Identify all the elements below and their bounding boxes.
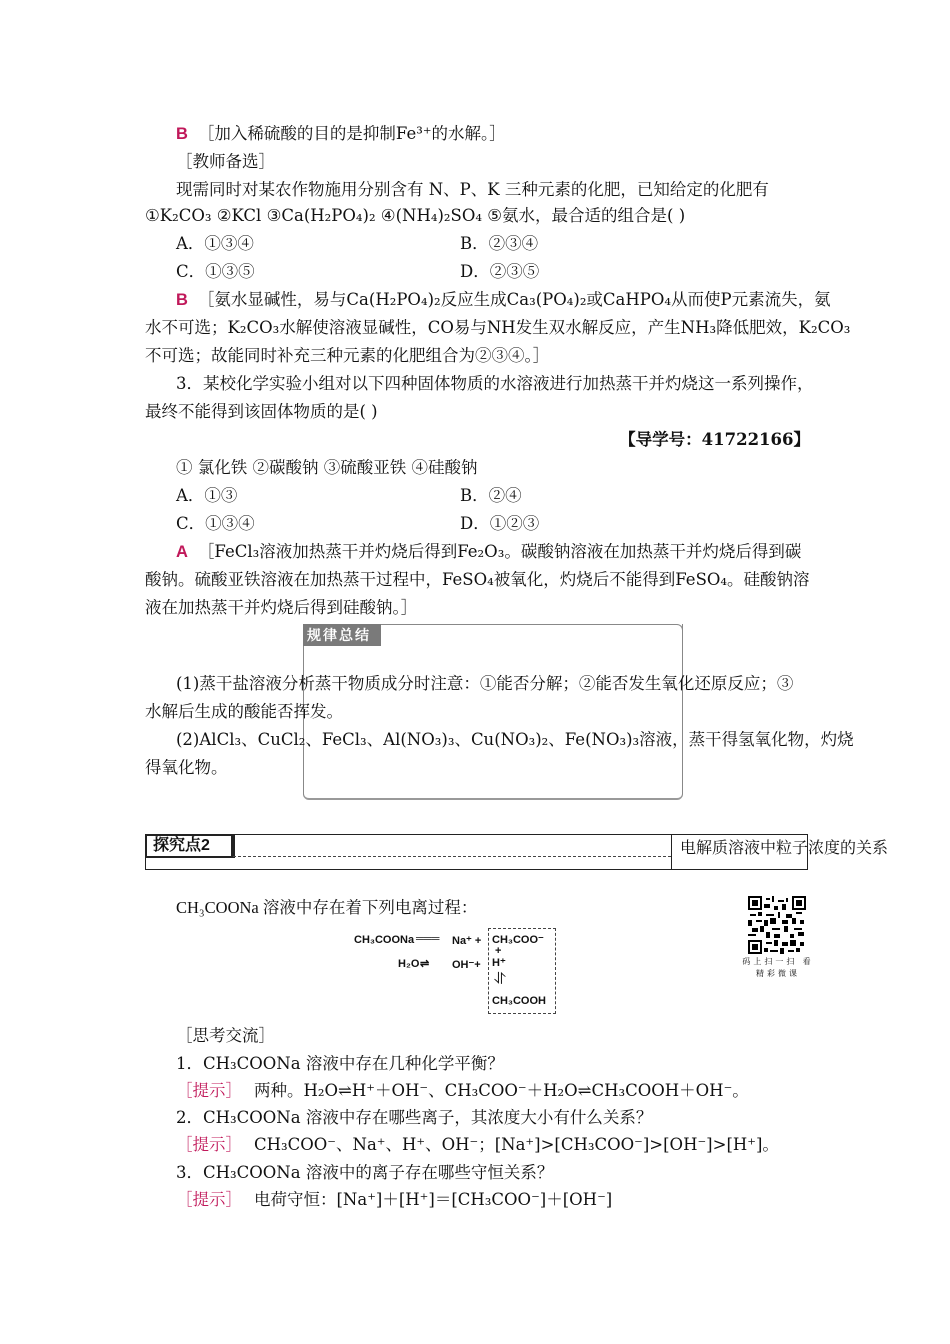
answer-line	[176, 290, 831, 310]
hint-line	[176, 1135, 810, 1155]
answer-explanation: 酸钠。硫酸亚铁溶液在加热蒸干过程中，FeSO₄被氧化，灼烧后不能得到FeSO₄。硅酸钠溶	[145, 570, 810, 589]
box-ion: H⁺	[492, 957, 506, 969]
answer-line	[176, 542, 810, 562]
option-c: C．①③④	[176, 514, 255, 533]
box-product: CH₃COOH	[492, 995, 546, 1007]
ionization-diagram	[350, 928, 560, 1014]
answer-explanation: 液在加热蒸干并灼烧后得到硅酸钠。］	[145, 598, 418, 617]
summary-text: (2)AlCl₃、CuCl₂、FeCl₃、Al(NO₃)₃、Cu(NO₃)₂、Fe(NO₃)₃溶液，蒸干得氢氧化物，灼烧	[176, 730, 854, 749]
qr-caption: 码上扫一扫 看精彩微课	[742, 957, 814, 978]
think-question: 1．CH₃COONa 溶液中存在几种化学平衡？	[176, 1054, 504, 1073]
hint-text: 两种。H₂O⇌H⁺＋OH⁻、CH₃COO⁻＋H₂O⇌CH₃COOH＋OH⁻。	[254, 1081, 749, 1100]
question-stem: ①K₂CO₃ ②KCl ③Ca(H₂PO₄)₂ ④(NH₄)₂SO₄ ⑤氨水，最合适的组合是( )	[145, 206, 686, 225]
reaction-left: CH₃COONa	[354, 934, 415, 946]
option-c: C．①③⑤	[176, 262, 255, 281]
summary-text: (1)蒸干盐溶液分析蒸干物质成分时注意：①能否分解；②能否发生氧化还原反应；③	[176, 674, 794, 693]
option-b: B．②③④	[460, 234, 539, 253]
guide-number: 【导学号：41722166】	[619, 430, 810, 449]
answer-explanation: ［加入稀硫酸的目的是抑制Fe³⁺的水解。］	[197, 124, 506, 143]
answer-letter: A	[176, 543, 188, 561]
equilibrium-arrow-icon: ═══	[416, 933, 440, 945]
answer-explanation: ［FeCl₃溶液加热蒸干并灼烧后得到Fe₂O₃。碳酸钠溶液在加热蒸干并灼烧后得到碳	[197, 542, 802, 561]
question-stem: 最终不能得到该固体物质的是( )	[145, 402, 378, 421]
option-b: B．②④	[460, 486, 522, 505]
section-title: 电解质溶液中粒子浓度的关系	[671, 834, 808, 870]
answer-explanation: 水不可选；K₂CO₃水解使溶液显碱性，CO易与NH发生双水解反应，产生NH₃降低肥效，K₂CO₃	[145, 318, 851, 337]
combination-box	[488, 928, 556, 1014]
equilibrium-arrow-icon: ⇌	[420, 958, 430, 970]
hint-text: 电荷守恒：[Na⁺]＋[H⁺]＝[CH₃COO⁻]＋[OH⁻]	[254, 1190, 613, 1209]
reaction-right: Na⁺ +	[452, 935, 482, 947]
hint-label: ［提示］	[176, 1135, 242, 1154]
box-ion: CH₃COO⁻	[492, 934, 544, 946]
answer-letter: B	[176, 125, 188, 143]
think-question: 3．CH₃COONa 溶液中的离子存在哪些守恒关系？	[176, 1163, 554, 1182]
option-d: D．①②③	[460, 514, 540, 533]
reaction-left: H₂O	[398, 958, 420, 970]
hint-label: ［提示］	[176, 1081, 242, 1100]
answer-explanation: 不可选；故能同时补充三种元素的化肥组合为②③④。］	[145, 346, 550, 365]
teacher-label: ［教师备选］	[176, 152, 275, 171]
section-header	[145, 834, 889, 870]
think-question: 2．CH₃COONa 溶液中存在哪些离子，其浓度大小有什么关系？	[176, 1108, 653, 1127]
think-label: ［思考交流］	[176, 1026, 275, 1045]
hint-label: ［提示］	[176, 1190, 242, 1209]
hint-text: CH₃COO⁻、Na⁺、H⁺、OH⁻；[Na⁺]>[CH₃COO⁻]>[OH⁻]>[H⁺]。	[254, 1135, 779, 1154]
question-items: ① 氯化铁 ②碳酸钠 ③硫酸亚铁 ④硅酸钠	[176, 458, 478, 477]
section-label: 探究点2	[145, 834, 235, 858]
option-row	[176, 262, 810, 282]
intro-text: CH₃COONa 溶液中存在着下列电离过程：	[176, 898, 478, 917]
question-stem: 现需同时对某农作物施用分别含有 N、P、K 三种元素的化肥，已知给定的化肥有	[176, 180, 769, 199]
summary-text: 得氧化物。	[145, 758, 228, 777]
option-row	[176, 514, 810, 534]
option-row	[176, 234, 810, 254]
equilibrium-down-arrow-icon: ⥯	[494, 971, 506, 988]
summary-text: 水解后生成的酸能否挥发。	[145, 702, 343, 721]
hint-line	[176, 1081, 810, 1101]
reaction-right: OH⁻+	[452, 959, 481, 971]
prev-answer-line	[176, 124, 810, 144]
qr-code-icon[interactable]	[748, 896, 806, 954]
answer-letter: B	[176, 291, 188, 309]
summary-tab: 规律总结	[303, 624, 381, 646]
hint-line	[176, 1190, 810, 1210]
option-a: A．①③	[176, 486, 238, 505]
option-a: A．①③④	[176, 234, 254, 253]
answer-explanation: ［氨水显碱性，易与Ca(H₂PO₄)₂反应生成Ca₃(PO₄)₂或CaHPO₄从而使P元素流失，氨	[197, 290, 831, 309]
question-stem: 3．某校化学实验小组对以下四种固体物质的水溶液进行加热蒸干并灼烧这一系列操作，	[176, 374, 814, 393]
option-d: D．②③⑤	[460, 262, 540, 281]
box-plus: +	[495, 945, 502, 957]
option-row	[176, 486, 810, 506]
